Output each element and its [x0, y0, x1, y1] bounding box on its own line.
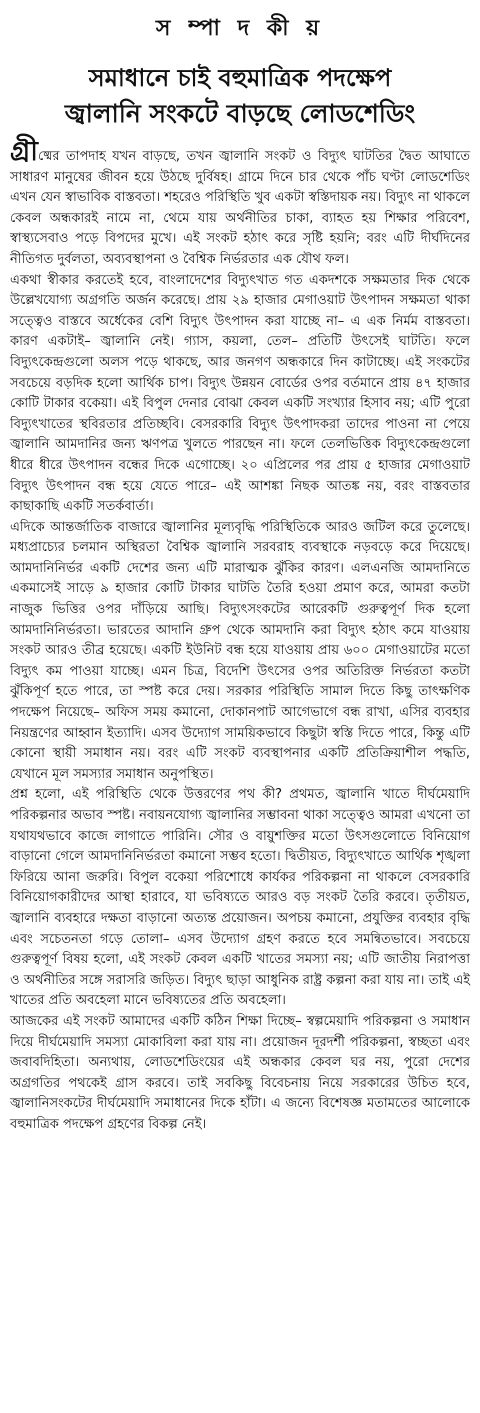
article-body	[0, 132, 480, 1136]
section-label-editorial: স ম্পা দ কী য়	[155, 16, 325, 41]
article-paragraph-2: একথা স্বীকার করতেই হবে, বাংলাদেশের বিদ্যুৎখাত গত একদশকে সক্ষমতার দিক থেকে উল্লেখযোগ্য অগ্রগতি অর্জন করেছে। প্রায় ২৯ হাজার মেগাওয়াট উৎপাদন সক্ষমতা থাকা সত্ত্বেও বাস্তবে অর্ধেকের বেশি বিদ্যুৎ উৎপাদন করা যাচ্ছে না– এ এক নির্মম বাস্তবতা। কারণ একটাই– জ্বালানি নেই। গ্যাস, কয়লা, তেল– প্রতিটি উৎসেই ঘাটতি। ফলে বিদ্যুৎকেন্দ্রগুলো অলস পড়ে থাকছে, আর জনগণ অন্ধকারে দিন কাটাচ্ছে। এই সংকটের সবচেয়ে বড়দিক হলো আর্থিক চাপ। বিদ্যুৎ উন্নয়ন বোর্ডের ওপর বর্তমানে প্রায় ৪৭ হাজার কোটি টাকার বকেয়া। এই বিপুল দেনার বোঝা কেবল একটি সংখ্যার হিসাব নয়; এটি পুরো বিদ্যুৎখাতের স্থবিরতার প্রতিচ্ছবি। বেসরকারি বিদ্যুৎ উৎপাদকরা তাদের পাওনা না পেয়ে জ্বালানি আমদানির জন্য ঋণপত্র খুলতে পারছেন না। ফলে তেলভিত্তিক বিদ্যুৎকেন্দ্রগুলো ধীরে ধীরে উৎপাদন বন্ধের দিকে এগোচ্ছে। ২০ এপ্রিলের পর প্রায় ৫ হাজার মেগাওয়াট বিদ্যুৎ উৎপাদন বন্ধ হয়ে যেতে পারে– এই আশঙ্কা নিছক আতঙ্ক নয়, বরং বাস্তবতার কাছাকাছি একটি সতর্কবার্তা।	[10, 272, 470, 515]
article-paragraph-1	[10, 136, 470, 271]
headline-line-2: জ্বালানি সংকটে বাড়ছে লোডশেডিং	[64, 99, 416, 128]
headline-line-1: সমাধানে চাই বহুমাত্রিক পদক্ষেপ	[88, 63, 392, 92]
paragraph-text: ষ্মের তাপদাহ যখন বাড়ছে, তখন জ্বালানি সংকট ও বিদ্যুৎ ঘাটতির দ্বৈত আঘাতে সাধারণ মানুষের জীবন হয়ে উঠছে দুর্বিষহ। গ্রামে দিনে চার থেকে পাঁচ ঘণ্টা লোডশেডিং এখন যেন স্বাভাবিক বাস্তবতা। শহরেও পরিস্থিতি খুব একটা স্বস্তিদায়ক নয়। বিদ্যুৎ না থাকলে কেবল অন্ধকারই নামে না, থেমে যায় অর্থনীতির চাকা, ব্যাহত হয় শিক্ষার পরিবেশ, স্বাস্থ্যসেবাও পড়ে বিপদের মুখে। এই সংকট হঠাৎ করে সৃষ্টি হয়নি; বরং এটি দীর্ঘদিনের নীতিগত দুর্বলতা, অব্যবস্থাপনা ও বৈশ্বিক নির্ভরতার এক যৌথ ফল।	[10, 149, 470, 267]
article-paragraph-4: প্রশ্ন হলো, এই পরিস্থিতি থেকে উত্তরণের পথ কী? প্রথমত, জ্বালানি খাতে দীর্ঘমেয়াদি পরিকল্পনার অভাব স্পষ্ট। নবায়নযোগ্য জ্বালানির সম্ভাবনা থাকা সত্ত্বেও আমরা এখনো তা যথাযথভাবে কাজে লাগাতে পারিনি। সৌর ও বায়ুশক্তির মতো উৎসগুলোতে বিনিয়োগ বাড়ানো গেলে আমদানিনির্ভরতা কমানো সম্ভব হতো। দ্বিতীয়ত, বিদ্যুৎখাতে আর্থিক শৃঙ্খলা ফিরিয়ে আনা জরুরি। বিপুল বকেয়া পরিশোধে কার্যকর পরিকল্পনা না থাকলে বেসরকারি বিনিয়োগকারীদের আস্থা হারাবে, যা ভবিষ্যতে আরও বড় সংকট তৈরি করবে। তৃতীয়ত, জ্বালানি ব্যবহারে দক্ষতা বাড়ানো অত্যন্ত প্রয়োজন। অপচয় কমানো, প্রযুক্তির ব্যবহার বৃদ্ধি এবং সচেতনতা গড়ে তোলা– এসব উদ্যোগ গ্রহণ করতে হবে সমন্বিতভাবে। সবচেয়ে গুরুত্বপূর্ণ বিষয় হলো, এই সংকট কেবল একটি খাতের সমস্যা নয়; এটি জাতীয় নিরাপত্তা ও অর্থনীতির সঙ্গে সরাসরি জড়িত। বিদ্যুৎ ছাড়া আধুনিক রাষ্ট্র কল্পনা করা যায় না। তাই এই খাতের প্রতি অবহেলা মানে ভবিষ্যতের প্রতি অবহেলা।	[10, 787, 470, 1009]
article-paragraph-3: এদিকে আন্তর্জাতিক বাজারে জ্বালানির মূল্যবৃদ্ধি পরিস্থিতিকে আরও জটিল করে তুলেছে। মধ্যপ্রাচ্যের চলমান অস্থিরতা বৈশ্বিক জ্বালানি সরবরাহ ব্যবস্থাকে নড়বড়ে করে দিয়েছে। আমদানিনির্ভর একটি দেশের জন্য এটি মারাত্মক ঝুঁকির কারণ। এলএনজি আমদানিতে একমাসেই সাড়ে ৯ হাজার কোটি টাকার ঘাটতি তৈরি হওয়া প্রমাণ করে, আমরা কতটা নাজুক ভিত্তির ওপর দাঁড়িয়ে আছি। বিদ্যুৎসংকটের আরেকটি গুরুত্বপূর্ণ দিক হলো আমদানিনির্ভরতা। ভারতের আদানি গ্রুপ থেকে আমদানি করা বিদ্যুৎ হঠাৎ কমে যাওয়ায় সংকট আরও তীব্র হয়েছে। একটি ইউনিট বন্ধ হয়ে যাওয়ায় প্রায় ৬০০ মেগাওয়াটের মতো বিদ্যুৎ কম পাওয়া যাচ্ছে। এমন চিত্র, বিদেশি উৎসের ওপর অতিরিক্ত নির্ভরতা কতটা ঝুঁকিপূর্ণ হতে পারে, তা স্পষ্ট করে দেয়। সরকার পরিস্থিতি সামাল দিতে কিছু তাৎক্ষণিক পদক্ষেপ নিয়েছে– অফিস সময় কমানো, দোকানপাট আগেভাগে বন্ধ রাখা, এসির ব্যবহার নিয়ন্ত্রণের আহ্বান ইত্যাদি। এসব উদ্যোগ সাময়িকভাবে কিছুটা স্বস্তি দিতে পারে, কিন্তু এটি কোনো স্থায়ী সমাধান নয়। বরং এটি সংকট ব্যবস্থাপনার একটি প্রতিক্রিয়াশীল পদ্ধতি, যেখানে মূল সমস্যার সমাধান অনুপস্থিত।	[10, 519, 470, 782]
article-paragraph-5: আজকের এই সংকট আমাদের একটি কঠিন শিক্ষা দিচ্ছে– স্বল্পমেয়াদি পরিকল্পনা ও সমাধান দিয়ে দীর্ঘমেয়াদি সমস্যা মোকাবিলা করা যায় না। প্রয়োজন দূরদর্শী পরিকল্পনা, স্বচ্ছতা এবং জবাবদিহিতা। অন্যথায়, লোডশেডিংয়ের এই অন্ধকার কেবল ঘর নয়, পুরো দেশের অগ্রগতির পথকেই গ্রাস করবে। তাই সবকিছু বিবেচনায় নিয়ে সরকারের উচিত হবে, জ্বালানিসংকটের দীর্ঘমেয়াদি সমাধানের দিকে হাঁটা। এ জন্যে বিশেষজ্ঞ মতামতের আলোকে বহুমাত্রিক পদক্ষেপ গ্রহণের বিকল্প নেই।	[10, 1013, 470, 1132]
drop-cap: গ্রী	[10, 136, 38, 167]
